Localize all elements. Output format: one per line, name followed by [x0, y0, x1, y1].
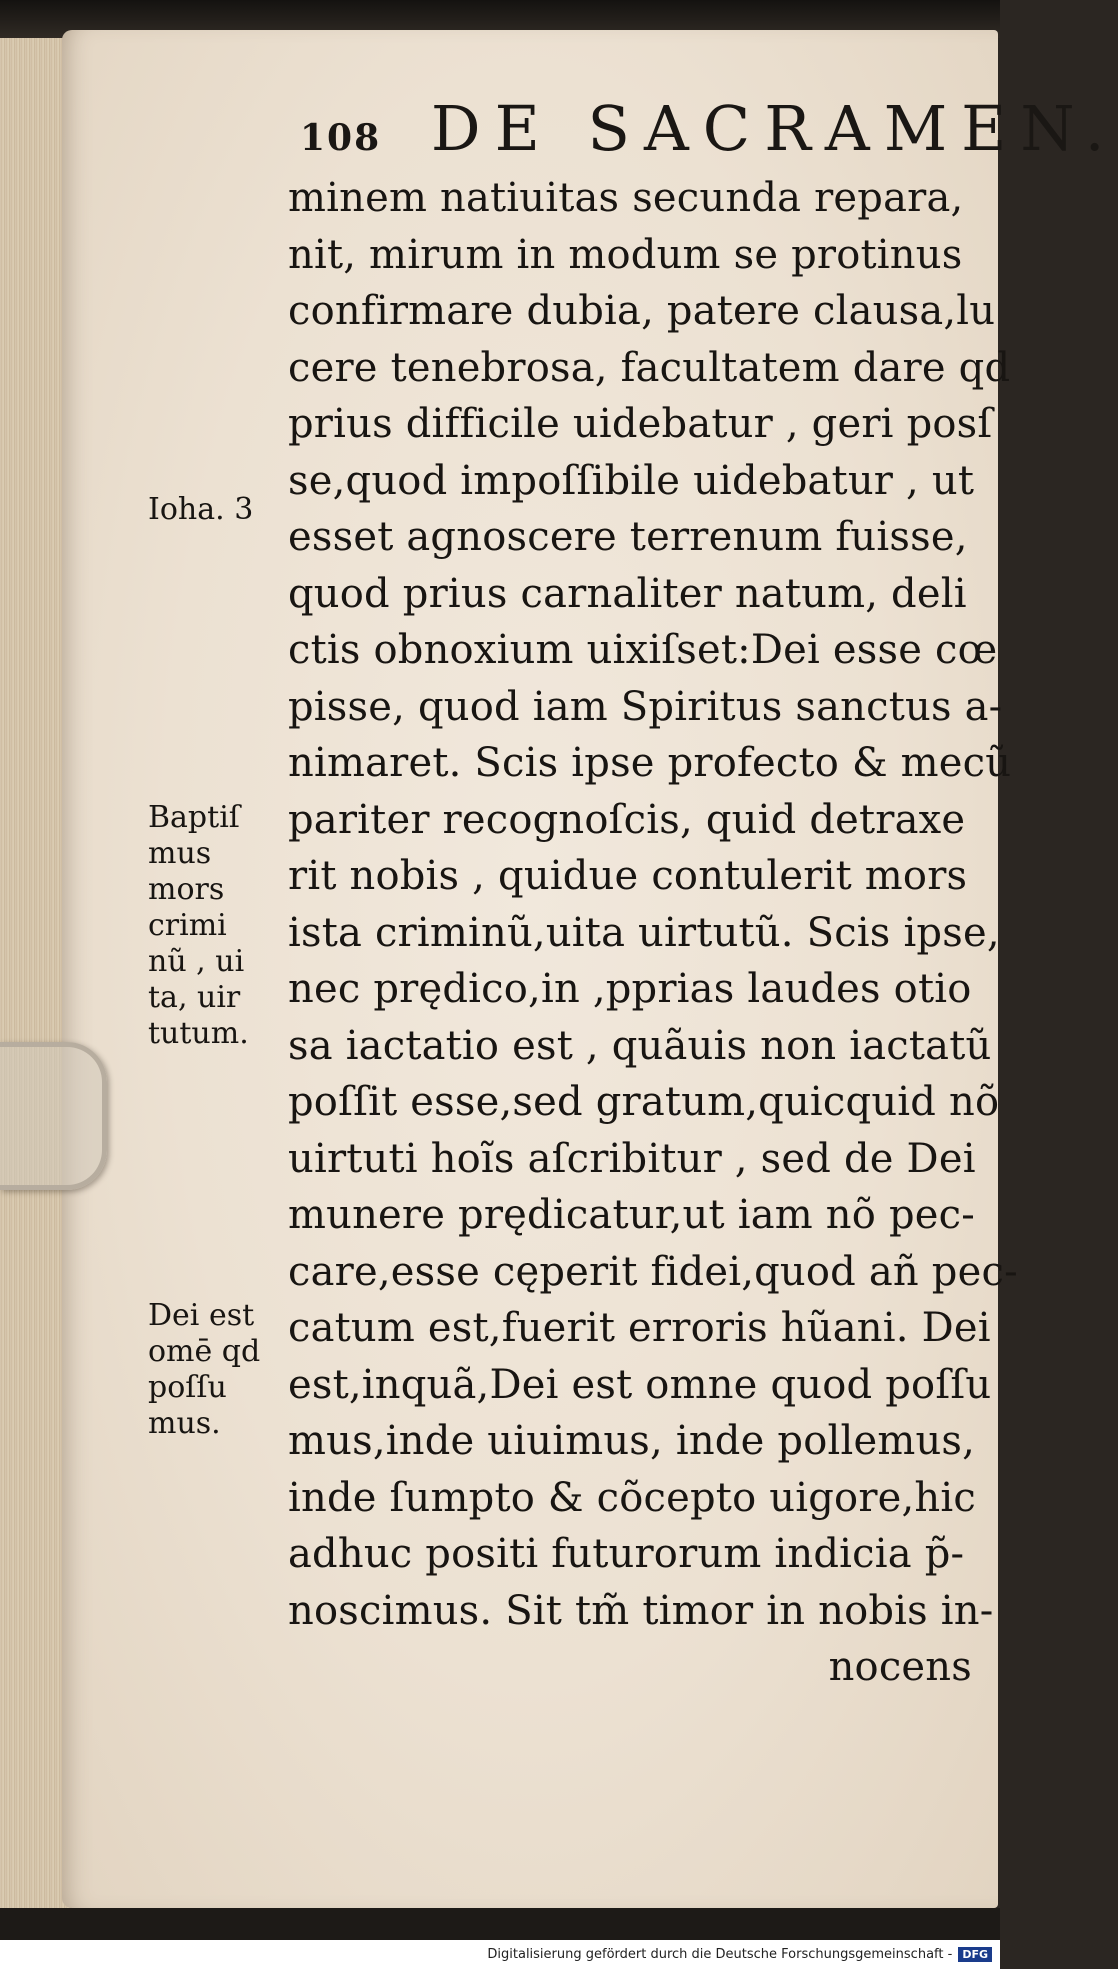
text-line: est,inquã,Dei est omne quod poſſu: [288, 1361, 992, 1408]
text-line: nec prędico,in ,pprias laudes otio: [288, 966, 972, 1012]
text-line: poſſit esse,sed gratum,quicquid nõ: [288, 1079, 1000, 1125]
text-line: esset agnoscere terrenum fuisse,: [288, 514, 968, 560]
text-line: nocens: [828, 1644, 972, 1690]
running-title: DE SACRAMEN.: [430, 92, 1118, 165]
text-line: inde ſumpto & cõcepto uigore,hic: [288, 1474, 976, 1521]
text-line: adhuc positi futurorum indicia p̃-: [288, 1531, 965, 1577]
text-line: nimaret. Scis ipse profecto & mecũ: [288, 740, 1012, 786]
digitization-credit-bar: [0, 1940, 1000, 1969]
text-line: minem natiuitas secunda repara,: [288, 175, 964, 221]
text-line: nit, mirum in modum se protinus: [288, 231, 963, 278]
text-line: se,quod impoſſibile uidebatur , ut: [288, 457, 975, 504]
margin-note-dei-est: Dei est omē qd poſſu mus.: [148, 1298, 261, 1441]
page-clip: [0, 1042, 107, 1190]
main-text-block: [288, 170, 1018, 1696]
page-number: 108: [300, 117, 382, 159]
funding-credit-text: Digitalisierung gefördert durch die Deutsche Forschungsgemeinschaft -: [487, 1947, 953, 1962]
text-line: quod prius carnaliter natum, deli: [288, 570, 967, 617]
running-header: [300, 92, 1118, 172]
text-line: prius difficile uidebatur , geri posſ: [288, 401, 993, 447]
text-line: munere prędicatur,ut iam nõ pec-: [288, 1192, 975, 1238]
scanner-background-bottom: [0, 1908, 1000, 1940]
text-line: care,esse cęperit fidei,quod añ pec-: [288, 1248, 1018, 1295]
text-line: ista criminũ,uita uirtutũ. Scis ipse,: [288, 909, 1000, 956]
margin-note-baptism: Baptiſ mus mors crimi nũ , ui ta, uir tutum.: [148, 800, 249, 1051]
text-line: uirtuti hoĩs aſcribitur , sed de Dei: [288, 1135, 976, 1182]
margin-note-scripture-reference: Ioha. 3: [148, 492, 254, 527]
text-line: pariter recognoſcis, quid detraxe: [288, 796, 966, 843]
text-line: sa iactatio est , quãuis non iactatũ: [288, 1022, 992, 1069]
text-line: noscimus. Sit tm̃ timor in nobis in-: [288, 1587, 994, 1634]
dfg-logo: DFG: [958, 1947, 992, 1962]
text-line: pisse, quod iam Spiritus sanctus a-: [288, 683, 1003, 730]
text-line: ctis obnoxium uixiſset:Dei esse cœ: [288, 627, 998, 673]
text-line: mus,inde uiuimus, inde pollemus,: [288, 1418, 976, 1464]
text-line: confirmare dubia, patere clausa,lu: [288, 288, 996, 334]
text-line: cere tenebrosa, facultatem dare qd: [288, 344, 1011, 391]
text-line: rit nobis , quidue contulerit mors: [288, 853, 968, 899]
book-page-edges: [0, 38, 71, 1908]
text-line: catum est,fuerit erroris hũani. Dei: [288, 1305, 991, 1351]
